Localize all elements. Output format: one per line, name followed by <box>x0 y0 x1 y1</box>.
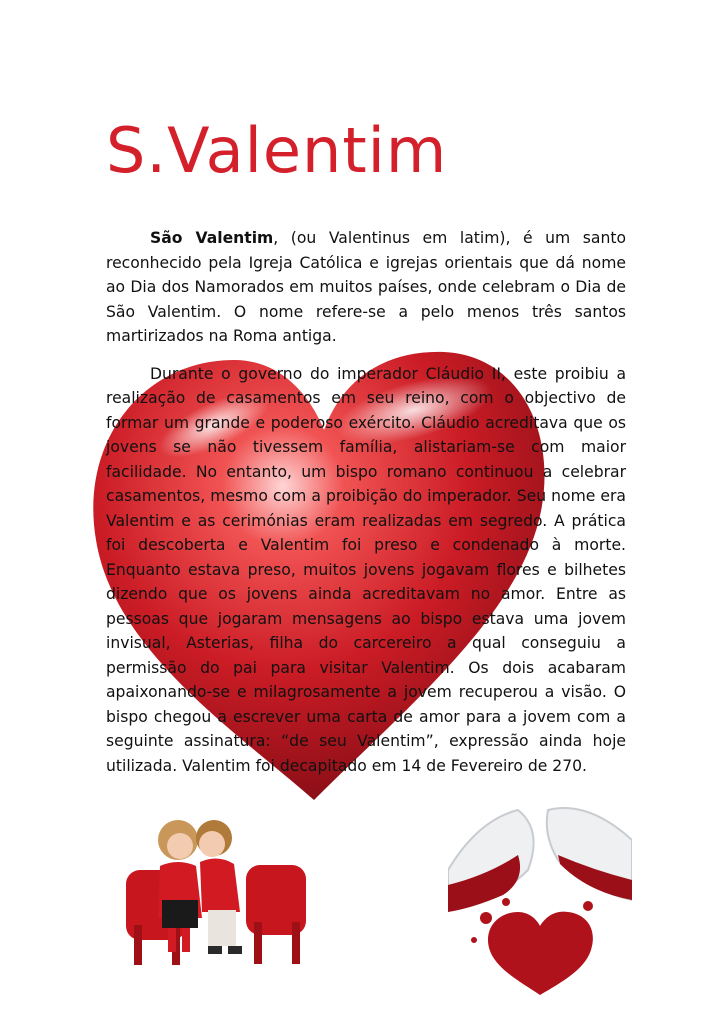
paragraph-intro-text: , (ou Valentinus em latim), é um santo reconhecido pela Igreja Católica e igrejas orientais que dá nome ao Dia dos Namorados em muitos países, onde celebram o Dia de São Valentim. O nome refere-se a pelo menos três santos martirizados na Roma antiga. <box>106 229 626 345</box>
wine-glasses-heart-photo <box>448 800 632 996</box>
paragraph-history: Durante o governo do imperador Cláudio II, este proibiu a realização de casamentos em seu reino, com o objectivo de formar um grande e poderoso exército. Cláudio acreditava que os jovens se não tivessem família, alistariam-se com maior facilidade. No entanto, um bispo romano continuou a celebrar casamentos, mesmo com a proibição do imperador. Seu nome era Valentim e as cerimónias eram realizadas em segredo. A prática foi descoberta e Valentim foi preso e condenado à morte. Enquanto estava preso, muitos jovens jogavam flores e bilhetes dizendo que os jovens ainda acreditavam no amor. Entre as pessoas que jogaram mensagens ao bispo estava uma jovem invisual, Asterias, filha do carcereiro a qual conseguiu a permissão do pai para visitar Valentim. Os dois acabaram apaixonando-se e milagrosamente a jovem recuperou a visão. O bispo chegou a escrever uma carta de amor para a jovem com a seguinte assinatura: “de seu Valentim”, expressão ainda hoje utilizada. Valentim foi decapitado em 14 de Fevereiro de 270. <box>106 364 626 775</box>
saint-name: São Valentim <box>150 229 274 247</box>
children-kissing-photo <box>116 800 320 970</box>
body-text <box>106 226 626 791</box>
page-title: S.Valentim <box>106 114 448 187</box>
paragraph-intro <box>106 226 626 349</box>
